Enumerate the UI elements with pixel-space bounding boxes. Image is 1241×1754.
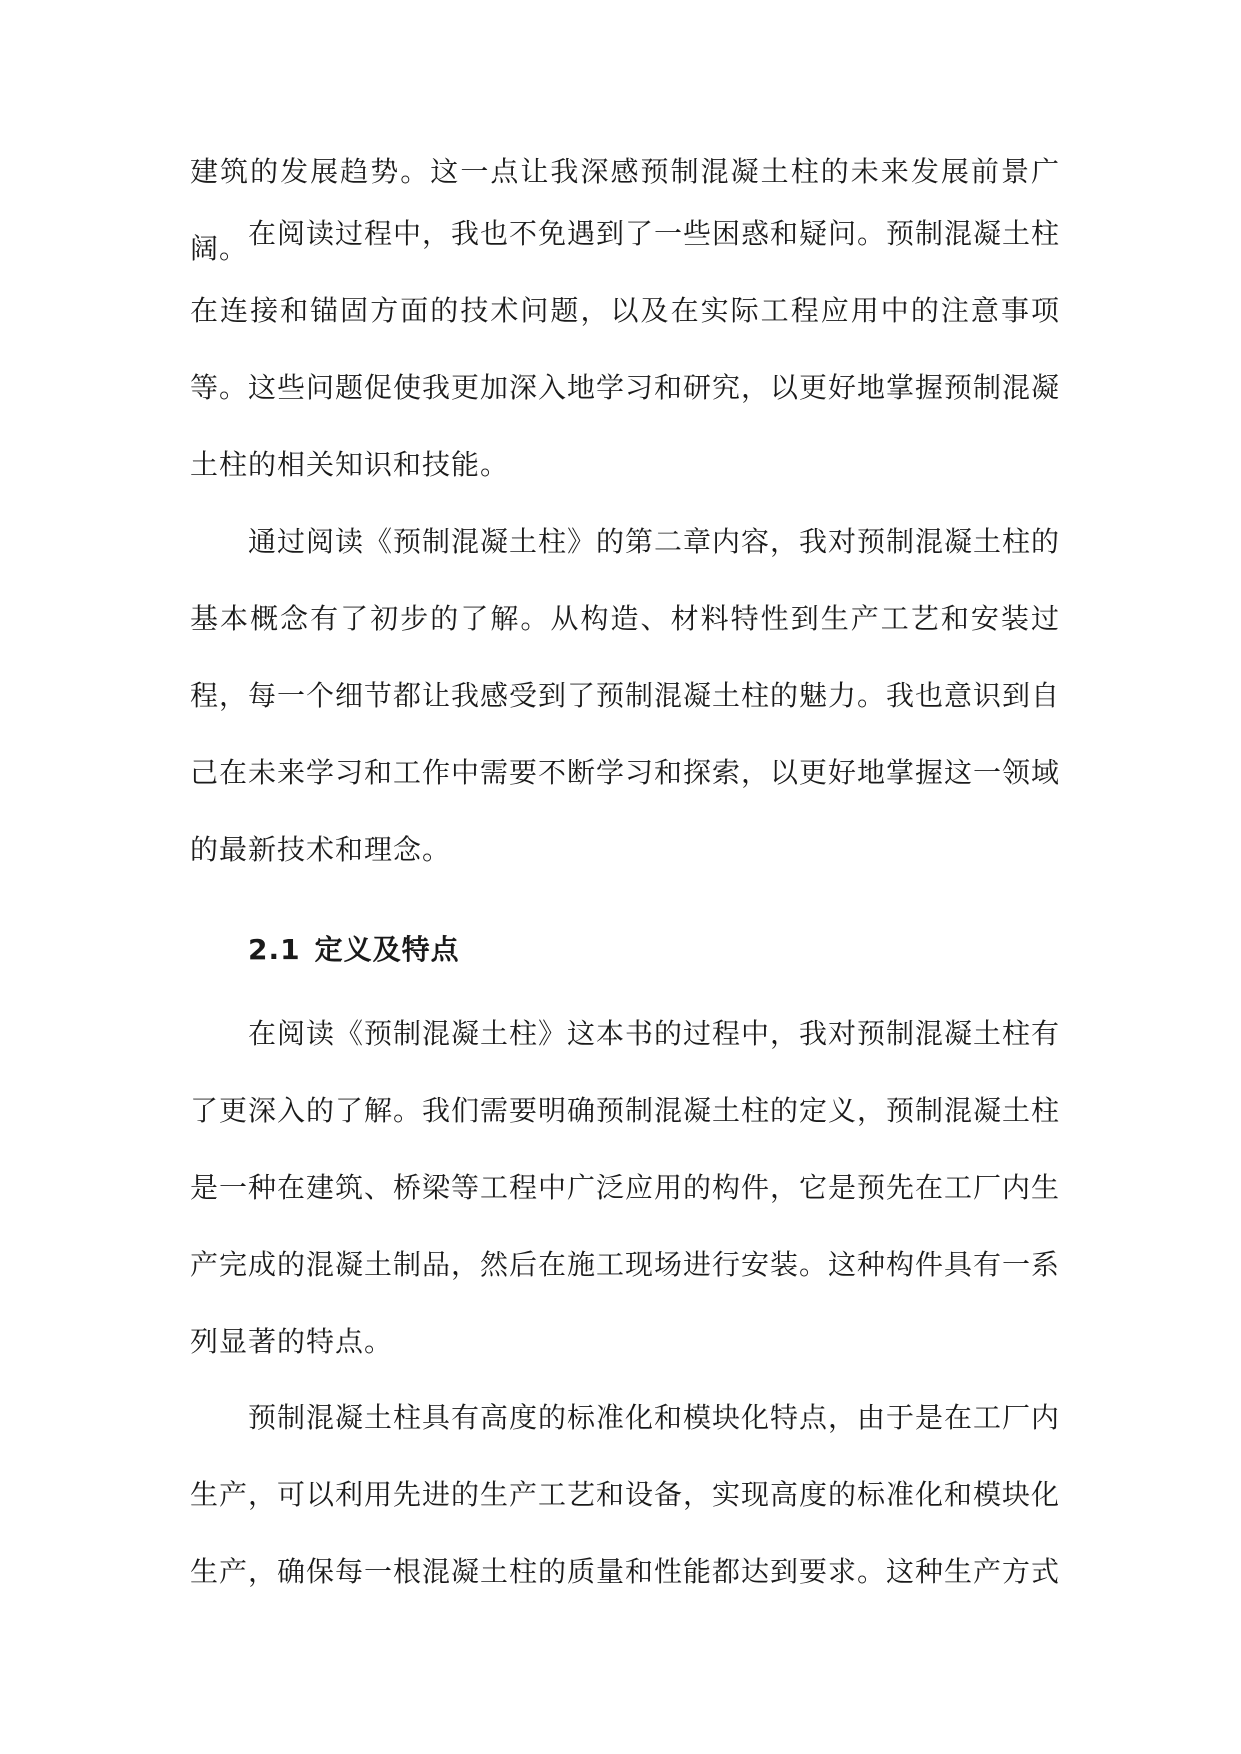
paragraph: 在阅读《预制混凝土柱》这本书的过程中，我对预制混凝土柱有了更深入的了解。我们需要明确预制混凝土柱的定义，预制混凝土柱是一种在建筑、桥梁等工程中广泛应用的构件，它是预先在工厂内生产完成的混凝土制品，然后在施工现场进行安装。这种构件具有一系列显著的特点。 xyxy=(190,1017,1061,1358)
section-heading xyxy=(248,930,460,970)
paragraph: 预制混凝土柱具有高度的标准化和模块化特点，由于是在工厂内生产，可以利用先进的生产工艺和设备，实现高度的标准化和模块化生产，确保每一根混凝土柱的质量和性能都达到要求。这种生产方式 xyxy=(190,1401,1061,1588)
section-number: 2.1 xyxy=(248,933,301,966)
paragraph: 通过阅读《预制混凝土柱》的第二章内容，我对预制混凝土柱的基本概念有了初步的了解。从构造、材料特性到生产工艺和安装过程，每一个细节都让我感受到了预制混凝土柱的魅力。我也意识到自己在未来学习和工作中需要不断学习和探索，以更好地掌握这一领域的最新技术和理念。 xyxy=(190,525,1061,866)
paragraph: 建筑的发展趋势。这一点让我深感预制混凝土柱的未来发展前景广阔。 xyxy=(190,155,1060,265)
paragraph: 在阅读过程中，我也不免遇到了一些困惑和疑问。预制混凝土柱在连接和锚固方面的技术问题，以及在实际工程应用中的注意事项等。这些问题促使我更加深入地学习和研究，以更好地掌握预制混凝土柱的相关知识和技能。 xyxy=(190,217,1061,481)
section-title: 定义及特点 xyxy=(314,933,460,966)
